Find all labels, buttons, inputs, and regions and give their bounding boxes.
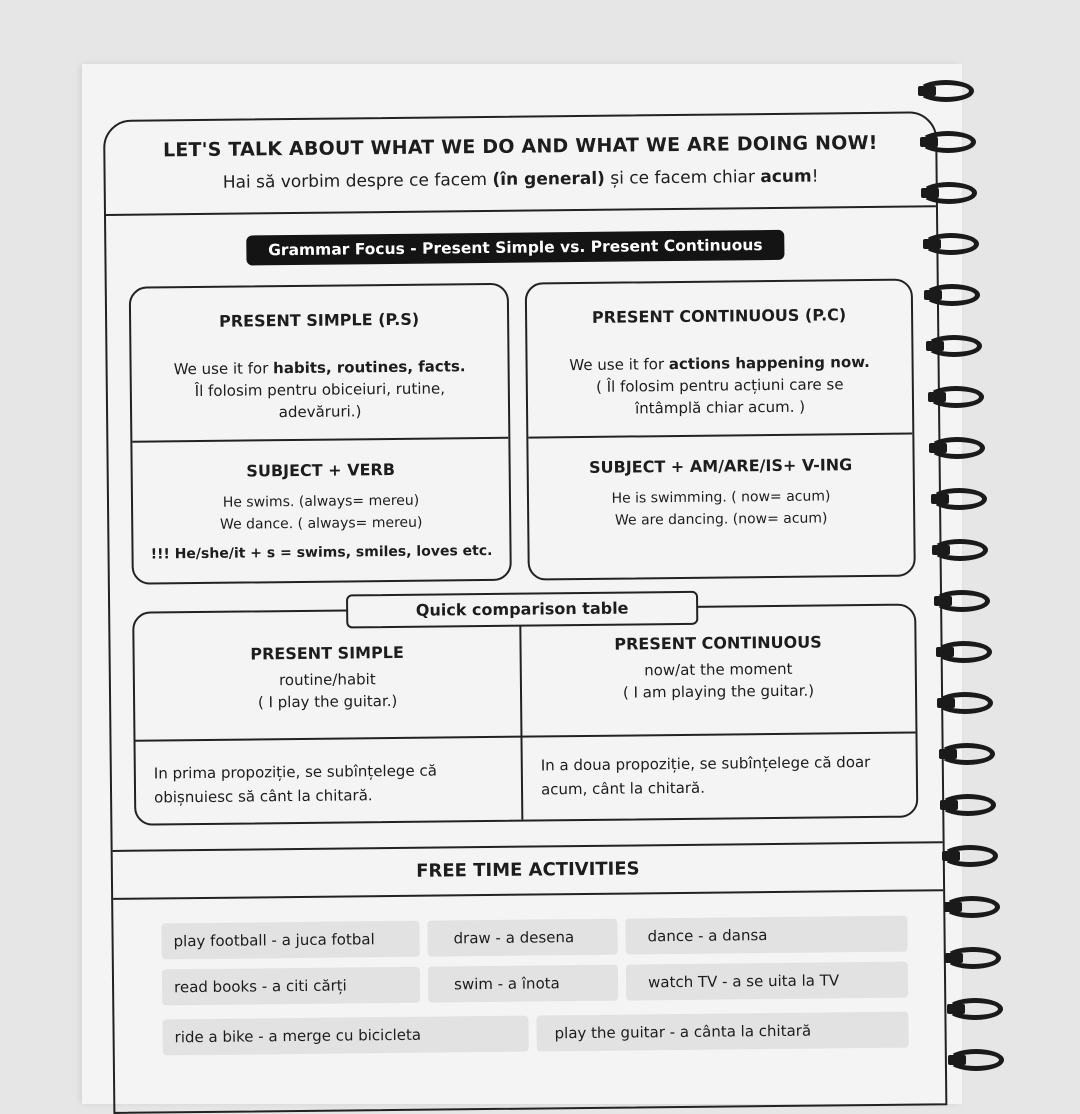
spiral-ring bbox=[934, 590, 996, 614]
ring-stub bbox=[918, 86, 936, 96]
activity-chip: watch TV - a se uita la TV bbox=[626, 962, 908, 1001]
spiral-ring bbox=[942, 845, 1004, 869]
ring-stub bbox=[920, 137, 938, 147]
ring-stub bbox=[921, 188, 939, 198]
present-simple-translation-1: Îl folosim pentru obiceiuri, rutine, bbox=[194, 379, 446, 401]
spiral-ring bbox=[920, 131, 982, 155]
ring-stub bbox=[940, 800, 958, 810]
spiral-ring bbox=[931, 488, 993, 512]
present-simple-translation-2: adevăruri.) bbox=[278, 402, 362, 422]
section-divider bbox=[113, 841, 943, 852]
comparison-table bbox=[132, 604, 918, 826]
activity-chip: ride a bike - a merge cu bicicleta bbox=[162, 1016, 528, 1056]
ring-stub bbox=[923, 239, 941, 249]
spiral-ring bbox=[939, 743, 1001, 767]
ring-stub bbox=[948, 1055, 966, 1065]
ring-stub bbox=[939, 749, 957, 759]
activity-chip: dance - a dansa bbox=[625, 916, 907, 955]
comparison-left-top bbox=[135, 642, 521, 715]
ring-stub bbox=[942, 851, 960, 861]
activity-chip: draw - a desena bbox=[427, 919, 617, 957]
header-divider bbox=[106, 205, 936, 216]
spiral-ring bbox=[944, 896, 1006, 920]
page-subtitle: Hai să vorbim despre ce facem (în general) și ce facem chiar acum! bbox=[222, 166, 819, 193]
ring-stub bbox=[931, 494, 949, 504]
ring-stub bbox=[937, 698, 955, 708]
spiral-ring bbox=[932, 539, 994, 563]
present-simple-rule: !!! He/she/it + s = swims, smiles, loves etc. bbox=[150, 542, 493, 563]
comparison-right-top bbox=[521, 632, 915, 705]
present-simple-heading: PRESENT SIMPLE (P.S) bbox=[218, 309, 420, 331]
activity-chip: play the guitar - a cânta la chitară bbox=[536, 1012, 908, 1052]
ring-stub bbox=[936, 647, 954, 657]
present-continuous-use: We use it for actions happening now. bbox=[569, 352, 870, 375]
comparison-left-line-1: routine/habit bbox=[278, 670, 376, 690]
spiral-ring bbox=[948, 1049, 1010, 1073]
comparison-left-note: In prima propoziție, se subînțelege că obișnuiesc să cânt la chitară. bbox=[153, 761, 437, 807]
present-simple-card bbox=[129, 283, 512, 585]
spiral-ring bbox=[936, 641, 998, 665]
spiral-ring bbox=[923, 233, 985, 257]
present-continuous-formula: SUBJECT + AM/ARE/IS+ V-ING bbox=[588, 455, 853, 477]
spiral-ring bbox=[924, 284, 986, 308]
section-divider bbox=[113, 889, 943, 900]
comparison-right-heading: PRESENT CONTINUOUS bbox=[614, 632, 822, 654]
present-continuous-card bbox=[525, 279, 916, 581]
present-continuous-heading: PRESENT CONTINUOUS (P.C) bbox=[591, 305, 847, 327]
comparison-right-line-2: ( I am playing the guitar.) bbox=[622, 681, 815, 702]
activity-chip: swim - a înota bbox=[428, 965, 618, 1003]
present-continuous-translation-2: întâmplă chiar acum. ) bbox=[634, 397, 806, 418]
present-simple-formula: SUBJECT + VERB bbox=[246, 459, 396, 481]
present-continuous-example-1: He is swimming. ( now= acum) bbox=[611, 488, 831, 507]
present-continuous-translation-1: ( Îl folosim pentru acțiuni care se bbox=[595, 375, 844, 396]
free-time-heading: FREE TIME ACTIVITIES bbox=[416, 858, 640, 882]
comparison-right-note: In a doua propoziție, se subînțelege că doar acum, cânt la chitară. bbox=[540, 753, 871, 799]
ring-stub bbox=[926, 341, 944, 351]
worksheet-frame bbox=[103, 111, 947, 1114]
spiral-ring bbox=[929, 437, 991, 461]
ring-stub bbox=[928, 392, 946, 402]
activity-chip: play football - a juca fotbal bbox=[161, 921, 419, 960]
ring-stub bbox=[944, 902, 962, 912]
ring-stub bbox=[934, 596, 952, 606]
ring-stub bbox=[945, 953, 963, 963]
card-divider bbox=[132, 437, 508, 443]
row-divider bbox=[135, 732, 915, 742]
spiral-ring bbox=[937, 692, 999, 716]
present-continuous-example-2: We are dancing. (now= acum) bbox=[614, 510, 828, 529]
grammar-focus-banner: Grammar Focus - Present Simple vs. Present Continuous bbox=[246, 230, 784, 266]
comparison-left-heading: PRESENT SIMPLE bbox=[250, 642, 404, 664]
present-simple-example-2: We dance. ( always= mereu) bbox=[219, 514, 423, 533]
comparison-left-line-2: ( I play the guitar.) bbox=[257, 691, 398, 712]
activity-chip: read books - a citi cărți bbox=[162, 967, 420, 1006]
spiral-ring bbox=[928, 386, 990, 410]
ring-stub bbox=[929, 443, 947, 453]
comparison-right-line-1: now/at the moment bbox=[644, 659, 793, 680]
spiral-ring bbox=[926, 335, 988, 359]
present-simple-example-1: He swims. (always= mereu) bbox=[222, 492, 420, 511]
spiral-ring bbox=[947, 998, 1009, 1022]
spiral-ring bbox=[921, 182, 983, 206]
ring-stub bbox=[932, 545, 950, 555]
card-divider bbox=[528, 433, 912, 439]
ring-stub bbox=[947, 1004, 965, 1014]
spiral-ring bbox=[918, 80, 980, 104]
page-title: LET'S TALK ABOUT WHAT WE DO AND WHAT WE ARE DOING NOW! bbox=[162, 131, 878, 162]
spiral-ring bbox=[940, 794, 1002, 818]
present-simple-use: We use it for habits, routines, facts. bbox=[173, 357, 466, 379]
ring-stub bbox=[924, 290, 942, 300]
comparison-label: Quick comparison table bbox=[346, 591, 698, 629]
spiral-ring bbox=[945, 947, 1007, 971]
